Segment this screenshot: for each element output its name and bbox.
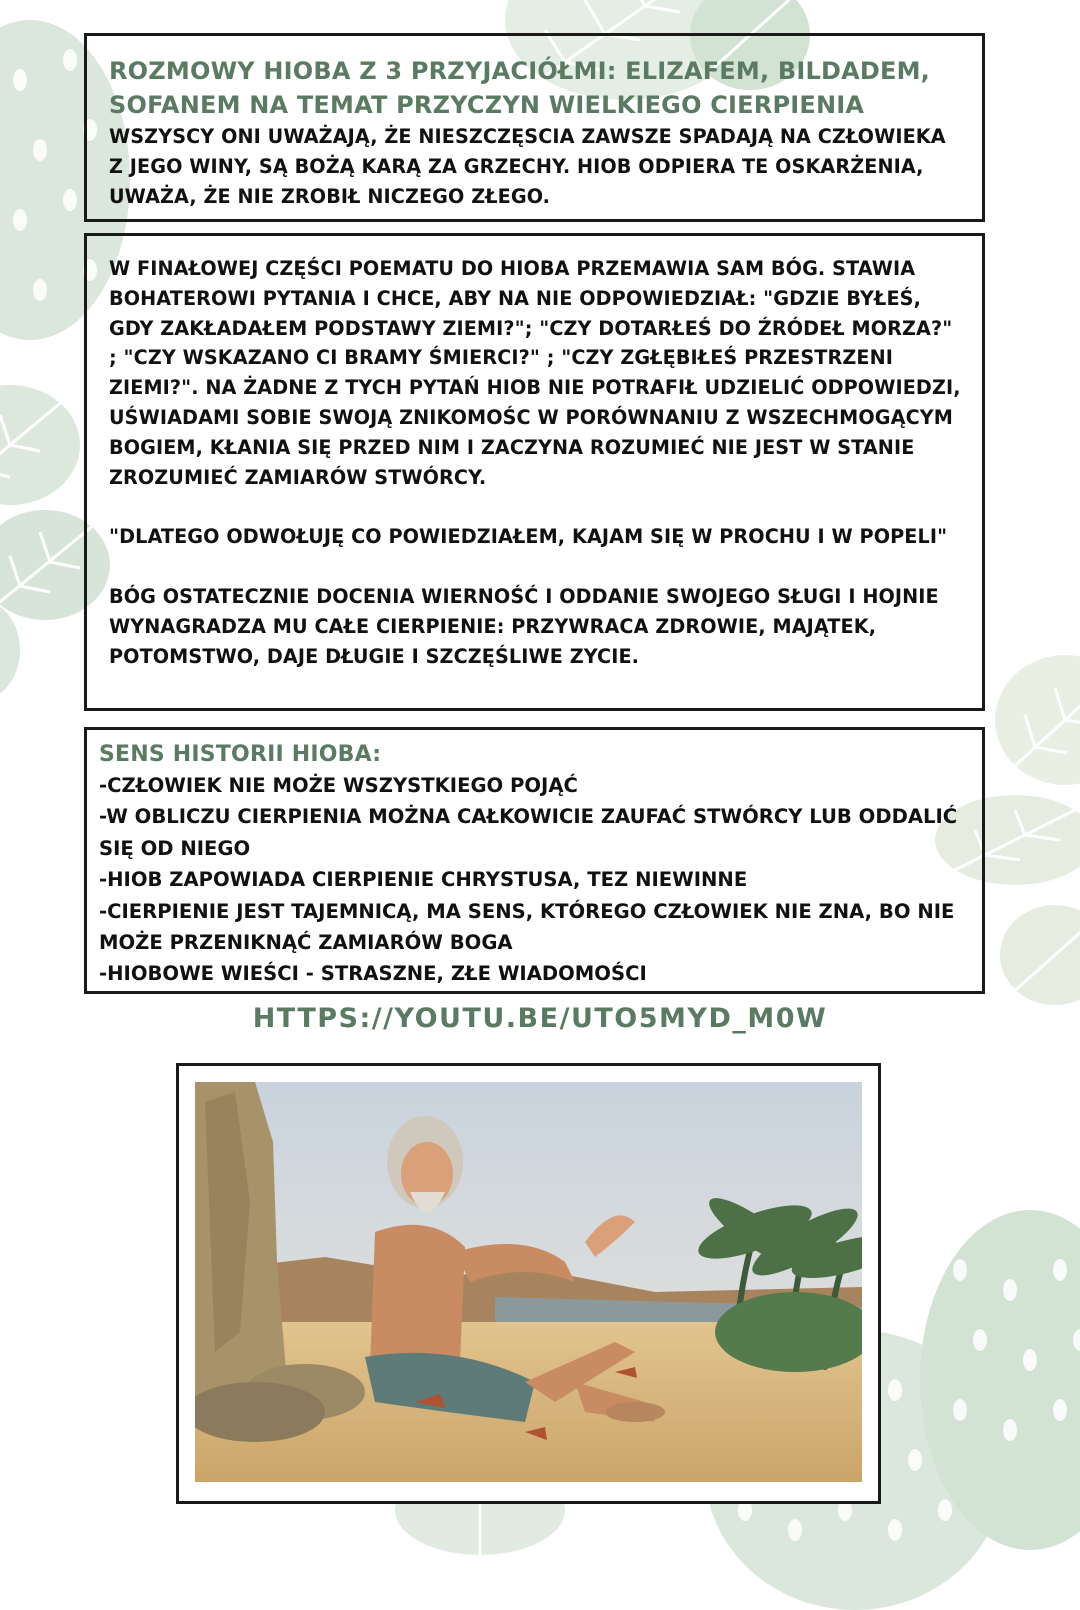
god-reward-paragraph: BÓG OSTATECZNIE DOCENIA WIERNOŚĆ I ODDANIE SWOJEGO SŁUGI I HOJNIE WYNAGRADZA MU CAŁE CIERPIENIE: PRZYWRACA ZDROWIE, MAJĄTEK, POTOMSTWO, DAJE DŁUGIE I SZCZĘŚLIWE ZYCIE. <box>109 585 939 668</box>
section-friends-body: WSZYSCY ONI UWAŻAJĄ, ŻE NIESZCZĘSCIA ZAWSZE SPADAJĄ NA CZŁOWIEKA Z JEGO WINY, SĄ BOŻĄ KARĄ ZA GRZECHY. HIOB ODPIERA TE OSKARŻENIA, UWAŻA, ŻE NIE ZROBIŁ NICZEGO ZŁEGO. <box>109 125 946 208</box>
meaning-item: -CIERPIENIE JEST TAJEMNICĄ, MA SENS, KTÓREGO CZŁOWIEK NIE ZNA, BO NIE MOŻE PRZENIKNĄĆ ZAMIARÓW BOGA <box>99 899 955 955</box>
job-quote: "DLATEGO ODWOŁUJĘ CO POWIEDZIAŁEM, KAJAM SIĘ W PROCHU I W POPELI" <box>109 525 948 549</box>
section-meaning-heading: SENS HISTORII HIOBA: <box>99 742 382 767</box>
meaning-item: -W OBLICZU CIERPIENIA MOŻNA CAŁKOWICIE ZAUFAĆ STWÓRCY LUB ODDALIĆ SIĘ OD NIEGO <box>99 805 958 860</box>
section-god-speech <box>84 233 985 711</box>
meaning-item: -CZŁOWIEK NIE MOŻE WSZYSTKIEGO POJĄĆ <box>99 774 578 797</box>
job-painting-image <box>195 1082 862 1482</box>
meaning-list <box>99 770 962 990</box>
section-friends-dialogue <box>84 33 985 222</box>
meaning-item: -HIOBOWE WIEŚCI - STRASZNE, ZŁE WIADOMOŚCI <box>99 962 647 986</box>
decor-leaf-right-3 <box>1000 905 1080 1005</box>
youtube-link[interactable]: HTTPS://YOUTU.BE/UTO5MYD_M0W <box>252 1003 828 1034</box>
decor-leaf-right-1 <box>995 655 1080 785</box>
section-meaning <box>84 727 985 994</box>
decor-leaf-left-mid <box>0 385 80 505</box>
god-speech-paragraph: W FINAŁOWEJ CZĘŚCI POEMATU DO HIOBA PRZEMAWIA SAM BÓG. STAWIA BOHATEROWI PYTANIA I CHCE, ABY NA NIE ODPOWIEDZIAŁ: "GDZIE BYŁEŚ, GDY ZAKŁADAŁEM PODSTAWY ZIEMI?"; "CZY DOTARŁEŚ DO ŹRÓDEŁ MORZA?" ; "CZY WSKAZANO CI BRAMY ŚMIERCI?" ; "CZY ZGŁĘBIŁEŚ PRZESTRZENI ZIEMI?". NA ŻADNE Z TYCH PYTAŃ HIOB NIE POTRAFIŁ UDZIELIĆ ODPOWIEDZI, UŚWIADAMI SOBIE SWOJĄ ZNIKOMOŚC W PORÓWNANIU Z WSZECHMOGĄCYM BOGIEM, KŁANIA SIĘ PRZED NIM I ZACZYNA ROZUMIEĆ NIE JEST W STANIE ZROZUMIEĆ ZAMIARÓW STWÓRCY. <box>109 257 961 489</box>
meaning-item: -HIOB ZAPOWIADA CIERPIENIE CHRYSTUSA, TEZ NIEWINNE <box>99 868 748 892</box>
section-friends-heading: ROZMOWY HIOBA Z 3 PRZYJACIÓŁMI: ELIZAFEM, BILDADEM, SOFANEM NA TEMAT PRZYCZYN WIELKIEGO CIERPIENIA <box>109 57 930 119</box>
